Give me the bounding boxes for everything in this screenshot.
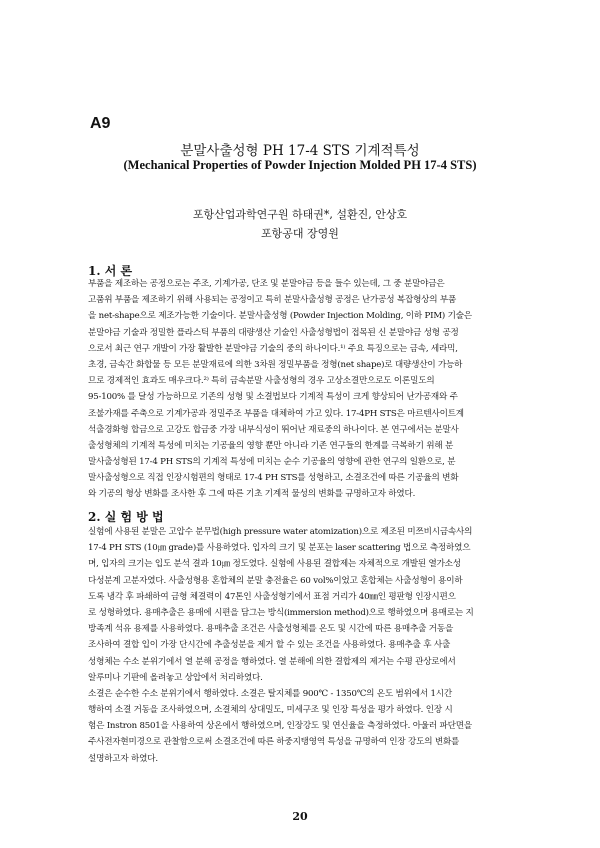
text-line: 17-4 PH STS (10㎛ grade)를 사용하였다. 입자의 크기 및 분포는 laser scattering 법으로 측정하였으 [88,543,471,554]
text-line: 말사출성형된 17-4 PH STS의 기계적 특성에 미치는 순수 기공율의 영향에 관한 연구의 일환으로, 분 [88,457,456,468]
section-2-heading: 2. 실 험 방 법 [88,510,164,524]
title-english: (Mechanical Properties of Powder Injection Molded PH 17-4 STS) [123,158,477,172]
text-line: 다성분계 고분자였다. 사출성형용 혼합체의 분말 충전율은 60 vol%이었고 혼합체는 사출성형이 용이하 [88,575,463,586]
text-line: 조불가재를 주축으로 기계가공과 정밀주조 부품을 대체하여 가고 있다. 17-4PH STS은 마르텐사이트계 [88,408,464,419]
text-line: 방족계 석유 용제를 사용하였다. 용매추출 조건은 사출성형체를 온도 및 시간에 따른 용매추출 거동을 [88,624,454,635]
text-line: 고품위 부품을 제조하기 위해 사용되는 공정이고 특히 분말사출성형 공정은 난가공성 복잡형상의 부품 [88,295,457,306]
text-line: 주사전자현미경으로 관찰함으로써 소결조건에 따른 하중지탱영역 특성을 규명하여 인장 강도의 변화를 [88,737,460,748]
author-line-2: 포항공대 장영원 [261,227,339,240]
text-line: 으로서 최근 연구 개발이 가장 활발한 분말야금 기술의 중의 하나이다.¹⁾ 주요 특징으로는 금속, 세라믹, [88,343,458,354]
text-line: 며, 입자의 크기는 입도 분석 결과 10㎛ 정도였다. 실험에 사용된 결합제는 자체적으로 개발된 열가소성 [88,559,461,570]
text-line: 조사하여 결합 입이 가장 단시간에 추출성분을 제거 할 수 있는 조건을 사용하였다. 용매추출 후 사출 [88,640,451,651]
text-line: 95-100% 를 달성 가능하므로 기존의 성형 및 소결법보다 기계적 특성이 크게 향상되어 난가공재와 주 [88,392,458,403]
page-number: 20 [292,810,308,823]
section-2-body [88,524,516,767]
text-line: 로 성형하였다. 용매추출은 용매에 시편을 담그는 방식(immersion method)으로 행하였으며 용매로는 지 [88,607,474,618]
text-line: 출성형체의 기계적 특성에 미치는 기공율의 영향 뿐만 아니라 기존 연구들의 한계를 극복하기 위해 분 [88,440,454,451]
text-line: 알루미나 기판에 올려놓고 상압에서 처리하였다. [88,672,263,683]
text-line: 행하여 소결 거동을 조사하였으며, 소결체의 상대밀도, 미세구조 및 인장 특성을 평가 하였다. 인장 시 [88,705,453,716]
text-line: 을 net-shape으로 제조가능한 기술이다. 분말사출성형 (Powder Injection Molding, 이하 PIM) 기술은 [88,311,472,322]
text-line: 분말야금 기술과 정밀한 플라스틱 부품의 대량생산 기술인 사출성형법이 접목된 신 분말야금 성형 공정 [88,327,459,338]
section-1-body [88,276,516,503]
text-line: 부품을 제조하는 공정으로는 주조, 기계가공, 단조 및 분말야금 등을 들수 있는데, 그 중 분말야금은 [88,279,445,289]
text-line: 도록 냉각 후 파쇄하여 금형 체결력이 47톤인 사출성형기에서 표점 거리가 40㎜인 평판형 인장시편으 [88,591,456,602]
text-line: 실험에 사용된 분말은 고압수 분무법(high pressure water atomization)으로 제조된 미쯔비시금속사의 [88,527,473,537]
paper-code: A9 [90,115,111,132]
text-line: 성형체는 수소 분위기에서 열 분해 공정을 행하였다. 열 분해에 의한 결합제의 제거는 수평 관상로에서 [88,656,456,667]
text-line: 석출경화형 합금으로 고강도 합금중 가장 내부식성이 뛰어난 재료중의 하나이다. 본 연구에서는 분말사 [88,424,459,435]
text-line: 설명하고자 하였다. [88,753,158,764]
section-1-heading: 1. 서 론 [88,264,133,278]
title-korean: 분말사출성형 PH 17-4 STS 기계적특성 [180,143,420,159]
text-line: 므로 경제적인 효과도 매우크다.²⁾ 특히 금속분말 사출성형의 경우 고상소결만으로도 이론밀도의 [88,376,435,387]
text-line: 와 기공의 형상 변화를 조사한 후 그에 따른 기초 기계적 물성의 변화를 규명하고자 하였다. [88,489,416,500]
author-block [0,205,600,243]
text-line: 말사출성형으로 직접 인장시험편의 형태로 17-4 PH STS를 성형하고, 소결조건에 따른 기공율의 변화 [88,473,459,484]
text-line: 험은 Instron 8501을 사용하여 상온에서 행하였으며, 인장강도 및 연신율을 측정하였다. 아울러 파단면을 [88,721,472,732]
text-line: 초경, 금속간 화합물 등 모든 분말재료에 의한 3차원 정밀부품을 정형(net shape)로 대량생산이 가능하 [88,359,463,370]
text-line: 소결은 순수한 수소 분위기에서 행하였다. 소결은 탈지체를 900℃ - 1350℃의 온도 범위에서 1시간 [88,688,452,699]
author-line-1: 포항산업과학연구원 하태권*, 설환진, 안상호 [192,208,408,221]
